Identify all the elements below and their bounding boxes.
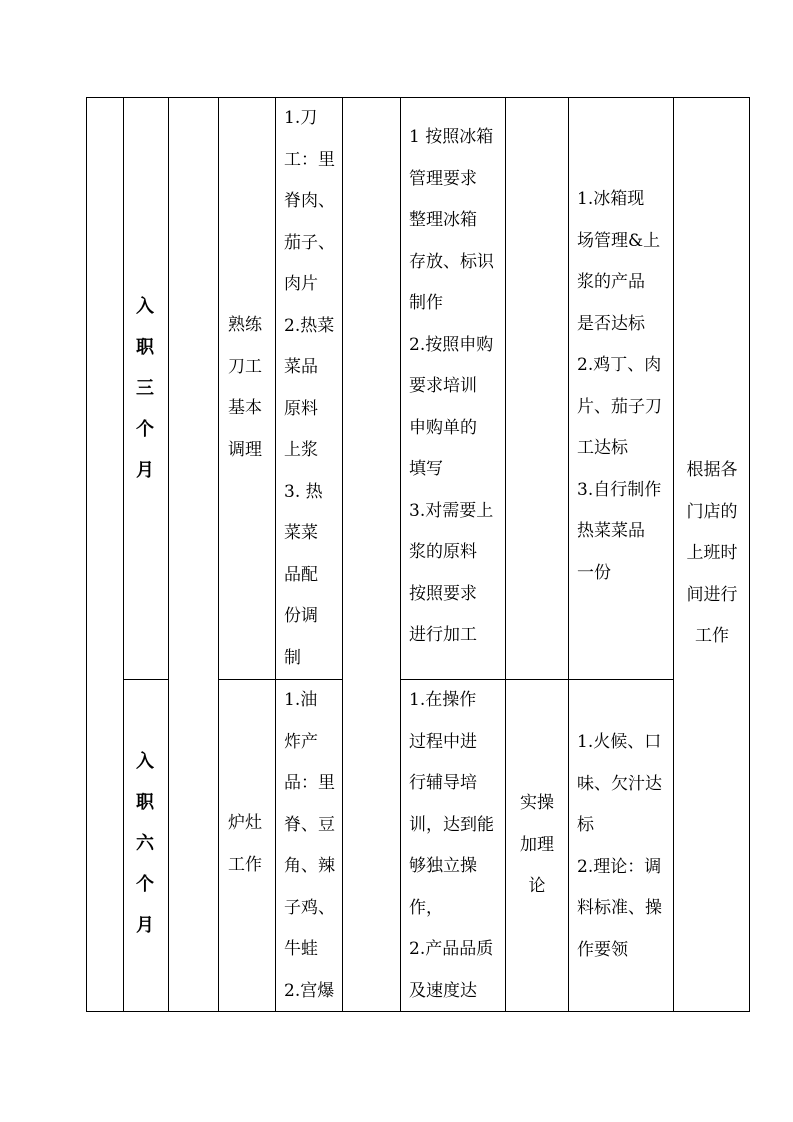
period-char: 入 bbox=[136, 296, 154, 317]
period-label-six-months bbox=[134, 741, 156, 946]
row1-standard-cell: 1.冰箱现 场管理&上 浆的产品 是否达标 2.鸡丁、肉 片、茄子刀 工达标 3.自行制作 热菜菜品 一份 bbox=[577, 189, 662, 583]
col-line bbox=[342, 97, 343, 1012]
col-line bbox=[505, 97, 506, 1012]
row-divider bbox=[123, 679, 168, 680]
row2-requirement-cell: 1.在操作 过程中进 行辅导培 训，达到能 够独立操 作， 2.产品品质 及速度达 bbox=[409, 690, 494, 1001]
col-line bbox=[673, 97, 674, 1012]
col-line bbox=[400, 97, 401, 1012]
col-line bbox=[568, 97, 569, 1012]
col-line bbox=[218, 97, 219, 1012]
period-char: 六 bbox=[136, 833, 154, 854]
col-line bbox=[123, 97, 124, 1012]
row2-standard-cell: 1.火候、口 味、欠汁达 标 2.理论：调 料标准、操 作要领 bbox=[577, 732, 662, 960]
period-char: 月 bbox=[136, 915, 154, 936]
col-line bbox=[168, 97, 169, 1012]
period-char: 个 bbox=[136, 874, 154, 895]
row1-requirement-cell: 1 按照冰箱 管理要求 整理冰箱 存放、标识 制作 2.按照申购 要求培训 申购单的 填写 3.对需要上 浆的原料 按照要求 进行加工 bbox=[409, 127, 494, 645]
period-char: 三 bbox=[136, 378, 154, 399]
period-char: 入 bbox=[136, 751, 154, 772]
table-top-border bbox=[86, 97, 750, 98]
col-line bbox=[275, 97, 276, 1012]
schedule-cell: 根据各 门店的 上班时 间进行 工作 bbox=[686, 460, 738, 646]
period-char: 月 bbox=[136, 460, 154, 481]
col-line bbox=[749, 97, 750, 1012]
row2-skill-cell: 炉灶 工作 bbox=[228, 813, 262, 875]
col-line bbox=[86, 97, 87, 1012]
row2-method-cell: 实操 加理 论 bbox=[520, 793, 554, 896]
period-char: 职 bbox=[136, 792, 154, 813]
period-char: 个 bbox=[136, 419, 154, 440]
period-label-three-months bbox=[134, 286, 156, 491]
row1-skill-cell: 熟练 刀工 基本 调理 bbox=[228, 315, 262, 460]
row2-content-cell: 1.油 炸产 品：里 脊、豆 角、辣 子鸡、 牛蛙 2.宫爆 bbox=[284, 690, 335, 1001]
period-char: 职 bbox=[136, 337, 154, 358]
row1-content-cell: 1.刀 工：里 脊肉、 茄子、 肉片 2.热菜 菜品 原料 上浆 3. 热 菜菜 品配 份调 制 bbox=[284, 108, 335, 668]
